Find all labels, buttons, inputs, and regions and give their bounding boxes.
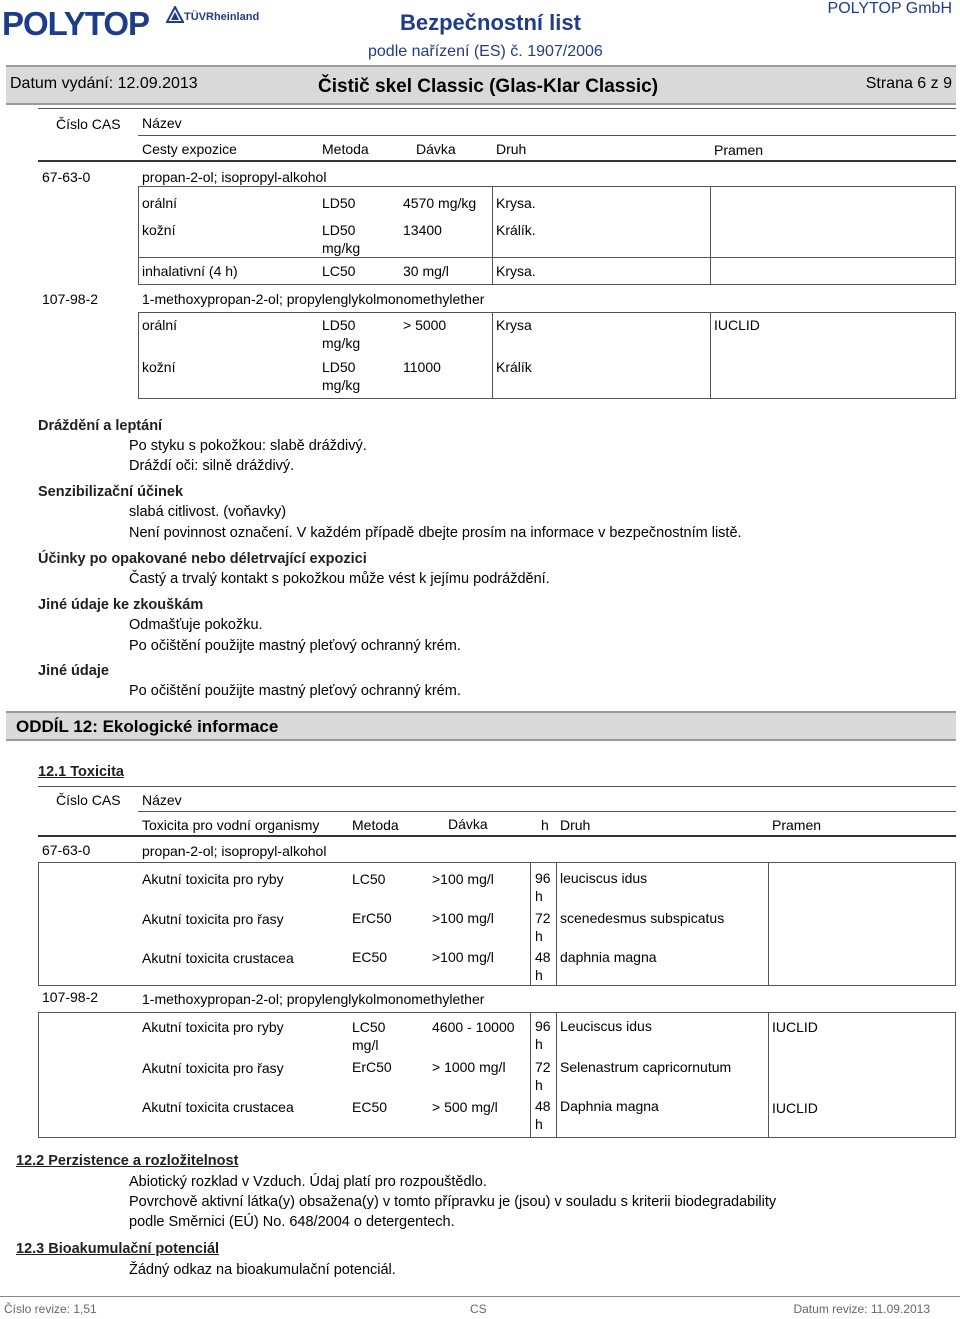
tox-source: IUCLID bbox=[714, 317, 760, 333]
eco-h: 72 h bbox=[535, 910, 551, 944]
eco-tox: Akutní toxicita pro řasy bbox=[142, 911, 284, 927]
tox-dose: 13400 bbox=[403, 222, 442, 238]
test-info-heading: Jiné údaje ke zkouškám bbox=[38, 597, 204, 613]
bioaccumulation-heading: 12.3 Bioakumulační potenciál bbox=[16, 1241, 220, 1257]
tox-substance-name: 1-methoxypropan-2-ol; propylenglykolmonomethylether bbox=[142, 291, 485, 307]
eco-col-cas: Číslo CAS bbox=[56, 792, 121, 808]
tox-col-cas: Číslo CAS bbox=[56, 116, 121, 132]
eco-h: 96 h bbox=[535, 1018, 551, 1052]
eco-col-dose: Dávka bbox=[448, 816, 488, 832]
tox-method: LD50 mg/kg bbox=[322, 222, 361, 256]
persistence-line: Povrchově aktivní látka(y) obsažena(y) v tomto přípravku je (jsou) v souladu s kriterii biodegradability bbox=[129, 1194, 777, 1210]
tox-method: LD50 mg/kg bbox=[322, 359, 361, 393]
eco-col-method: Metoda bbox=[352, 817, 399, 833]
eco-method: ErC50 bbox=[352, 1059, 392, 1075]
tox-col-method: Metoda bbox=[322, 141, 369, 157]
eco-species: scenedesmus subspicatus bbox=[560, 910, 725, 926]
eco-species: leuciscus idus bbox=[560, 870, 648, 886]
tox-species: Králík bbox=[496, 359, 532, 375]
tox-col-dose: Dávka bbox=[416, 141, 456, 157]
irritation-heading: Dráždění a leptání bbox=[38, 418, 163, 434]
eco-source: IUCLID bbox=[772, 1100, 818, 1116]
irritation-line: Po styku s pokožkou: slabě dráždivý. bbox=[129, 438, 367, 454]
eco-h: 48 h bbox=[535, 1098, 551, 1132]
tox-dose: 30 mg/l bbox=[403, 263, 449, 279]
section12-title: ODDÍL 12: Ekologické informace bbox=[16, 717, 279, 736]
eco-species: Daphnia magna bbox=[560, 1098, 659, 1114]
eco-col-name: Název bbox=[142, 792, 182, 808]
eco-dose: >100 mg/l bbox=[432, 910, 494, 926]
language-code: CS bbox=[470, 1302, 487, 1316]
tox-species: Králík. bbox=[496, 222, 536, 238]
tox-col-species: Druh bbox=[496, 141, 527, 157]
test-info-line: Odmašťuje pokožku. bbox=[129, 617, 263, 633]
tox-method: LD50 mg/kg bbox=[322, 317, 361, 351]
eco-h: 72 h bbox=[535, 1059, 551, 1093]
persistence-heading: 12.2 Perzistence a rozložitelnost bbox=[16, 1153, 239, 1169]
tox-species: Krysa bbox=[496, 317, 532, 333]
eco-dose: > 1000 mg/l bbox=[432, 1059, 506, 1075]
eco-dose: >100 mg/l bbox=[432, 871, 494, 887]
footer-divider bbox=[0, 1296, 960, 1297]
eco-cas: 107-98-2 bbox=[42, 989, 99, 1005]
eco-tox: Akutní toxicita pro řasy bbox=[142, 1060, 284, 1076]
eco-col-h: h bbox=[541, 817, 549, 833]
bioaccumulation-line: Žádný odkaz na bioakumulační potenciál. bbox=[129, 1262, 396, 1278]
tox-method: LC50 bbox=[322, 263, 356, 279]
eco-substance-name: propan-2-ol; isopropyl-alkohol bbox=[142, 843, 327, 859]
eco-h: 96 h bbox=[535, 870, 551, 904]
tox-cas: 67-63-0 bbox=[42, 169, 91, 185]
tox-species: Krysa. bbox=[496, 263, 536, 279]
eco-method: EC50 bbox=[352, 949, 388, 965]
polytop-logo bbox=[2, 6, 156, 42]
eco-tox: Akutní toxicita pro ryby bbox=[142, 1019, 284, 1035]
tox-col-name: Název bbox=[142, 115, 182, 131]
eco-dose: >100 mg/l bbox=[432, 949, 494, 965]
eco-method: LC50 bbox=[352, 871, 386, 887]
page-number: Strana 6 z 9 bbox=[865, 75, 952, 92]
tuv-text: TÜVRheinland bbox=[184, 11, 260, 23]
eco-species: daphnia magna bbox=[560, 949, 657, 965]
tox-route: kožní bbox=[142, 222, 176, 238]
eco-method: ErC50 bbox=[352, 910, 392, 926]
test-info-line: Po očištění použijte mastný pleťový ochranný krém. bbox=[129, 638, 461, 654]
eco-species: Selenastrum capricornutum bbox=[560, 1059, 732, 1075]
toxicity-heading: 12.1 Toxicita bbox=[38, 764, 124, 780]
eco-col-species: Druh bbox=[560, 817, 591, 833]
tox-cas: 107-98-2 bbox=[42, 291, 99, 307]
eco-cas: 67-63-0 bbox=[42, 842, 91, 858]
eco-h: 48 h bbox=[535, 949, 551, 983]
other-info-line: Po očištění použijte mastný pleťový ochranný krém. bbox=[129, 683, 461, 699]
tox-route: inhalativní (4 h) bbox=[142, 263, 238, 279]
tox-species: Krysa. bbox=[496, 195, 536, 211]
eco-method: LC50 mg/l bbox=[352, 1019, 386, 1053]
sensitization-heading: Senzibilizační účinek bbox=[38, 484, 184, 500]
eco-method: EC50 bbox=[352, 1099, 388, 1115]
tox-dose: > 5000 bbox=[403, 317, 447, 333]
eco-source: IUCLID bbox=[772, 1019, 818, 1035]
repeated-exposure-heading: Účinky po opakované nebo déletrvající expozici bbox=[38, 551, 367, 567]
repeated-exposure-line: Častý a trvalý kontakt s pokožkou může vést k jejímu podráždění. bbox=[129, 571, 550, 587]
product-name: Čistič skel Classic (Glas-Klar Classic) bbox=[318, 76, 659, 97]
tuv-triangle-icon bbox=[166, 6, 184, 24]
issue-date: Datum vydání: 12.09.2013 bbox=[10, 75, 198, 92]
eco-species: Leuciscus idus bbox=[560, 1018, 652, 1034]
tox-col-source: Pramen bbox=[714, 142, 764, 158]
tox-col-route: Cesty expozice bbox=[142, 141, 237, 157]
tox-method: LD50 bbox=[322, 195, 356, 211]
eco-col-tox: Toxicita pro vodní organismy bbox=[142, 817, 320, 833]
eco-col-source: Pramen bbox=[772, 817, 822, 833]
tox-route: orální bbox=[142, 195, 178, 211]
persistence-line: podle Směrnici (EÚ) No. 648/2004 o detergentech. bbox=[129, 1214, 455, 1230]
tox-dose: 4570 mg/kg bbox=[403, 195, 477, 211]
document-title: Bezpečnostní list bbox=[400, 10, 581, 35]
revision-number: Číslo revize: 1,51 bbox=[4, 1302, 97, 1316]
eco-tox: Akutní toxicita crustacea bbox=[142, 950, 294, 966]
eco-dose: > 500 mg/l bbox=[432, 1099, 498, 1115]
other-info-heading: Jiné údaje bbox=[38, 663, 109, 679]
sensitization-line: slabá citlivost. (voňavky) bbox=[129, 504, 287, 520]
tox-substance-name: propan-2-ol; isopropyl-alkohol bbox=[142, 169, 327, 185]
tox-dose: 11000 bbox=[403, 359, 441, 375]
eco-dose: 4600 - 10000 bbox=[432, 1019, 515, 1035]
logo-text: POLYTOP bbox=[2, 5, 150, 42]
eco-tox: Akutní toxicita crustacea bbox=[142, 1099, 294, 1115]
document-subtitle: podle nařízení (ES) č. 1907/2006 bbox=[368, 43, 603, 60]
tox-route: kožní bbox=[142, 359, 176, 375]
revision-date: Datum revize: 11.09.2013 bbox=[793, 1302, 930, 1316]
eco-substance-name: 1-methoxypropan-2-ol; propylenglykolmonomethylether bbox=[142, 991, 485, 1007]
company-name: POLYTOP GmbH bbox=[827, 0, 952, 17]
persistence-line: Abiotický rozklad v Vzduch. Údaj platí pro rozpouštědlo. bbox=[129, 1174, 487, 1190]
tuv-logo bbox=[166, 6, 260, 28]
irritation-line: Dráždí oči: silně dráždivý. bbox=[129, 458, 295, 474]
eco-tox: Akutní toxicita pro ryby bbox=[142, 871, 284, 887]
tox-route: orální bbox=[142, 317, 178, 333]
sensitization-line: Není povinnost označení. V každém případě dbejte prosím na informace v bezpečnostním listě. bbox=[129, 525, 742, 541]
